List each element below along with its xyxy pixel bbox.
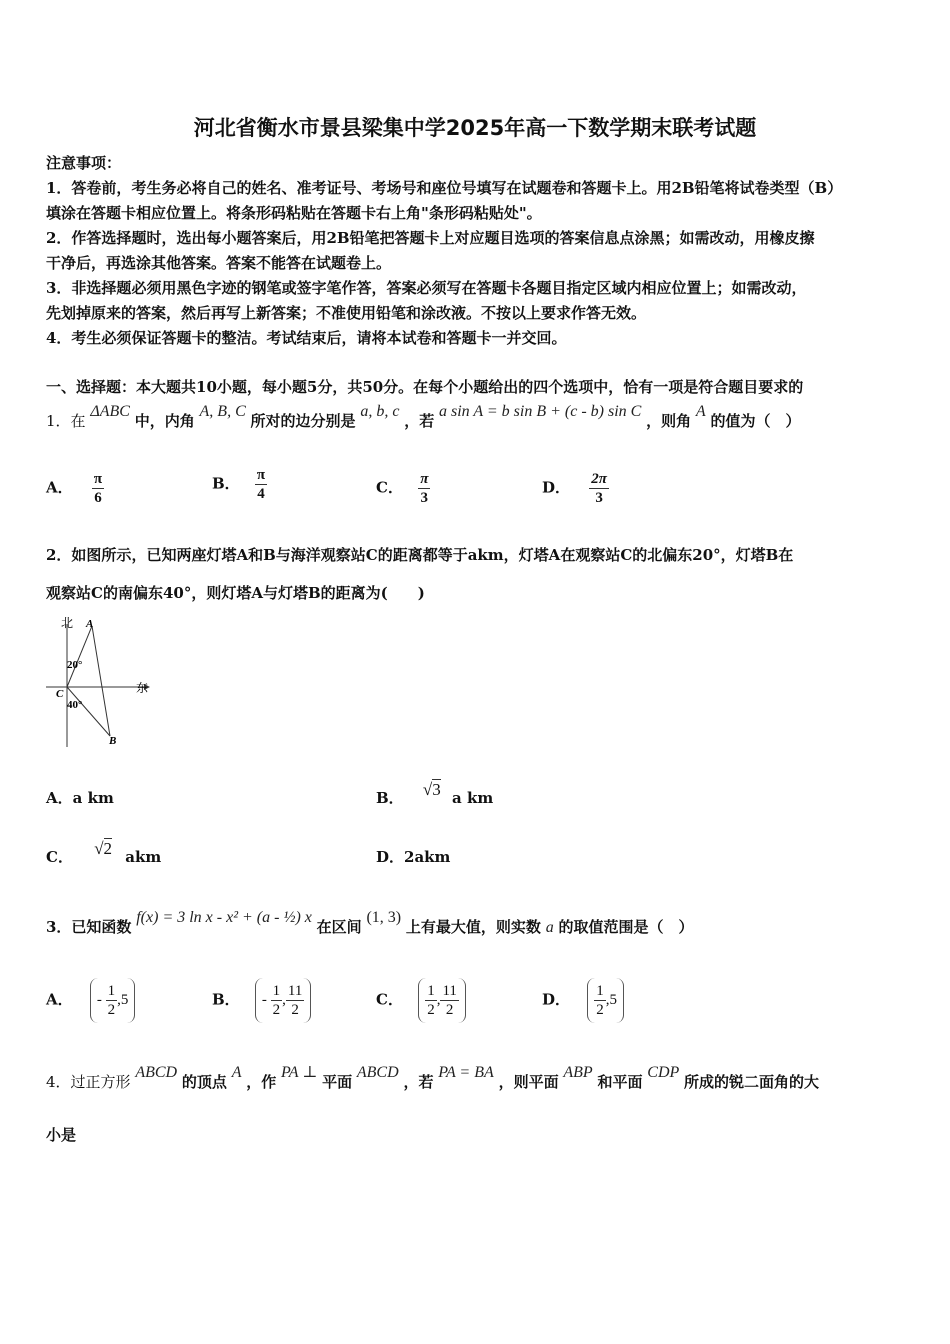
q1-option-a[interactable]: A． $\frac{\pi}{6}$ <box>46 471 103 506</box>
q1-option-c[interactable]: C． $\frac{\pi}{3}$ <box>376 471 429 506</box>
question-3 <box>46 909 694 937</box>
q1-math-triangle: ΔABC <box>90 403 130 420</box>
q3-math-function: f(x) = 3 ln x - x² + (a - ½) x <box>136 909 312 926</box>
notice-line-4: 干净后，再选涂其他答案。答案不能答在试题卷上。 <box>46 254 392 272</box>
q3-option-b[interactable]: B． - $\frac{1}{2}$ , $\frac{11}{2}$ <box>212 978 311 1023</box>
q4-text: ，作 <box>246 1073 277 1091</box>
notice-line-6: 先划掉原来的答案，然后再写上新答案；不准使用铅笔和涂改液。不按以上要求作答无效。 <box>46 304 647 322</box>
question-2-line-2: 观察站C的南偏东40°，则灯塔A与灯塔B的距离为( ) <box>46 584 425 602</box>
q4-math: PA ⊥ <box>281 1064 318 1081</box>
question-2-line-1: 2．如图所示，已知两座灯塔A和B与海洋观察站C的距离都等于akm，灯塔A在观察站C的北偏东20°，灯塔B在 <box>46 546 794 564</box>
q1-math-angles: A, B, C <box>199 403 246 420</box>
q4-math: A <box>231 1064 242 1081</box>
lighthouse-diagram <box>40 612 160 752</box>
segment-AB <box>92 626 110 736</box>
angle-20-label: 20° <box>67 659 83 671</box>
q1-text: ，若 <box>404 412 435 430</box>
page-title: 河北省衡水市景县梁集中学2025年高一下数学期末联考试题 <box>193 116 757 140</box>
q1-math-sides: a, b, c <box>360 403 400 420</box>
q4-math: ABCD <box>356 1064 399 1081</box>
q4-text: 和平面 <box>597 1073 643 1091</box>
notice-line-7: 4．考生必须保证答题卡的整洁。考试结束后，请将本试卷和答题卡一并交回。 <box>46 329 567 347</box>
q3-text: 3．已知函数 <box>46 918 132 936</box>
q4-text: ，则平面 <box>498 1073 559 1091</box>
point-C-label: C <box>56 688 64 700</box>
notice-heading: 注意事项： <box>46 154 122 172</box>
q2-option-a[interactable]: A．a km <box>46 789 114 807</box>
q1-text: 所对的边分别是 <box>250 412 356 430</box>
q4-math: PA = BA <box>438 1064 494 1081</box>
q4-text: 4．过正方形 <box>46 1073 131 1091</box>
q3-math-interval: (1, 3) <box>366 909 402 926</box>
section-heading: 一、选择题：本大题共10小题，每小题5分，共50分。在每个小题给出的四个选项中，恰有一项是符合题目要求的 <box>46 378 804 396</box>
q1-text: 的值为（ ） <box>710 412 801 430</box>
q4-math: CDP <box>647 1064 680 1081</box>
north-label: 北 <box>61 616 74 630</box>
q4-text: 所成的锐二面角的大 <box>684 1073 820 1091</box>
q3-text: 的取值范围是（ ） <box>558 918 694 936</box>
question-4-line-2: 小是 <box>46 1126 77 1144</box>
q1-option-b[interactable]: B． $\frac{\pi}{4}$ <box>212 467 266 502</box>
q1-text: 中，内角 <box>134 412 195 430</box>
q1-text: 1．在 <box>46 412 86 430</box>
q2-option-d[interactable]: D．2akm <box>376 848 451 866</box>
east-label: 东 <box>136 681 149 695</box>
q2-option-b[interactable]: B． √3 a km <box>376 780 494 807</box>
segment-CA <box>67 626 92 687</box>
q4-text: 的顶点 <box>181 1073 227 1091</box>
q3-math-a: a <box>545 919 554 936</box>
q1-option-d[interactable]: D． $\frac{2\pi}{3}$ <box>542 471 607 506</box>
q3-option-d[interactable]: D． $\frac{1}{2}$ ,5 <box>542 978 624 1023</box>
q3-text: 在区间 <box>316 918 362 936</box>
question-1 <box>46 403 801 431</box>
question-4 <box>46 1064 820 1092</box>
q3-text: 上有最大值，则实数 <box>405 918 541 936</box>
q3-option-a[interactable]: A． - $\frac{1}{2}$ ,5 <box>46 978 135 1023</box>
point-A-label: A <box>86 618 94 630</box>
q1-text: ，则角 <box>646 412 692 430</box>
notice-line-5: 3．非选择题必须用黑色字迹的钢笔或签字笔作答，答案必须写在答题卡各题目指定区域内相应位置上；如需改动， <box>46 279 807 297</box>
q4-math: ABP <box>563 1064 593 1081</box>
q2-option-c[interactable]: C． √2 akm <box>46 839 162 866</box>
q4-text: ，若 <box>403 1073 434 1091</box>
notice-line-1: 1．答卷前，考生务必将自己的姓名、准考证号、考场号和座位号填写在试题卷和答题卡上。用2B铅笔将试卷类型（B） <box>46 179 843 197</box>
point-B-label: B <box>109 735 117 747</box>
q3-option-c[interactable]: C． $\frac{1}{2}$ , $\frac{11}{2}$ <box>376 978 466 1023</box>
q4-text: 平面 <box>322 1073 353 1091</box>
q1-math-equation: a sin A = b sin B + (c - b) sin C <box>439 403 642 420</box>
q4-math: ABCD <box>135 1064 178 1081</box>
q1-math-A: A <box>695 403 706 420</box>
notice-line-3: 2．作答选择题时，选出每小题答案后，用2B铅笔把答题卡上对应题目选项的答案信息点涂黑；如需改动，用橡皮擦 <box>46 229 815 247</box>
angle-40-label: 40° <box>67 699 83 711</box>
notice-line-2: 填涂在答题卡相应位置上。将条形码粘贴在答题卡右上角"条形码粘贴处"。 <box>46 204 542 222</box>
